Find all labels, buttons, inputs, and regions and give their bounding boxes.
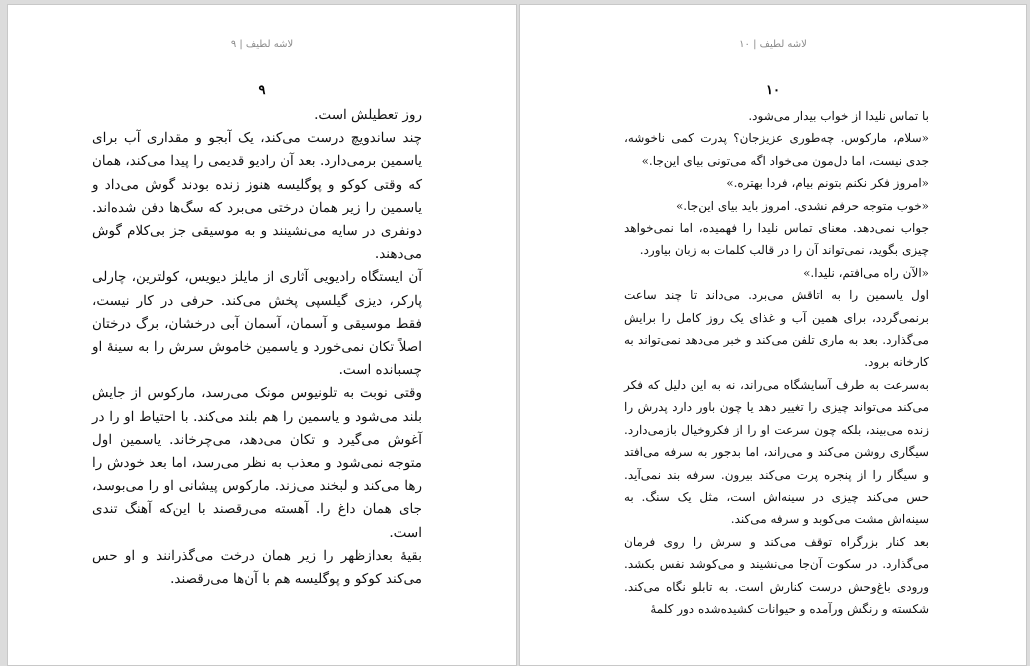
paragraph: جواب نمی‌دهد. معنای تماس نلیدا را فهمیده، اما نمی‌خواهد چیزی بگوید، نمی‌تواند آن را در قالب کلمات به زبان بیاورد. xyxy=(624,221,929,258)
paragraph: اول یاسمین را به اتاقش می‌برد. می‌داند تا چند ساعت برنمی‌گردد، برای همین آب و غذای یک روز کامل را برایش می‌گذارد. بعد به ماری تلفن می‌کند و خبر می‌دهد نمی‌تواند به کارخانه برود. xyxy=(624,288,929,370)
paragraph: «امروز فکر نکنم بتونم بیام، فردا بهتره.» xyxy=(726,176,929,191)
paragraph: روز تعطیلش است. xyxy=(314,107,422,123)
page-body-text xyxy=(92,104,422,591)
page-body-text xyxy=(624,105,929,620)
paragraph: چند ساندویچ درست می‌کند، یک آبجو و مقداری آب برای یاسمین برمی‌دارد. بعد آن رادیو قدیمی را پیدا می‌کند، همان که وقتی کوکو و پوگلیسه هنوز زنده بودند گوش می‌داد و یاسمین را زیر همان درختی می‌برد که سگ‌ها دفن شده‌اند. دونفری در سایه می‌نشینند و به موسیقی جز بی‌کلام گوش می‌دهند. xyxy=(92,130,422,263)
running-header: لاشه لطیف | ۹ xyxy=(230,39,294,50)
paragraph: «الآن راه می‌افتم، نلیدا.» xyxy=(803,265,929,280)
running-header: لاشه لطیف | ۱۰ xyxy=(739,39,807,50)
chapter-number: ۹ xyxy=(258,83,266,98)
chapter-number: ۱۰ xyxy=(766,83,780,98)
paragraph: «خوب متوجه حرفم نشدی. امروز باید بیای این‌جا.» xyxy=(675,198,929,213)
paragraph: بعد کنار بزرگراه توقف می‌کند و سرش را روی فرمان می‌گذارد. در سکوت آن‌جا می‌نشیند و می‌کوشد نفس بکشد. ورودی باغ‌وحش درست کنارش است. به تابلو نگاه می‌کند. شکسته و رنگش ورآمده و حیوانات کشیده‌شده دور کلمهٔ xyxy=(624,534,929,616)
book-page-left xyxy=(7,4,517,666)
book-page-right xyxy=(519,4,1027,666)
paragraph: «سلام، مارکوس. چه‌طوری عزیزجان؟ پدرت کمی ناخوشه، جدی نیست، اما دل‌مون می‌خواد اگه می‌تونی بیای این‌جا.» xyxy=(624,131,929,168)
paragraph: به‌سرعت به طرف آسایشگاه می‌راند، نه به این دلیل که فکر می‌کند می‌تواند چیزی را تغییر دهد یا چون باور دارد پدرش را زنده می‌بیند، بلکه چون سرعت او را از فکروخیال بازمی‌دارد. سیگاری روشن می‌کند و می‌راند، اما بدجور به سرفه می‌افتد و سیگار را از پنجره پرت می‌کند بیرون. سرفه بند نمی‌آید. حس می‌کند چیزی در سینه‌اش است، مثل یک سنگ. به سینه‌اش مشت می‌کوبد و سرفه می‌کند. xyxy=(624,377,929,527)
paragraph: وقتی نوبت به تلونیوس مونک می‌رسد، مارکوس از جایش بلند می‌شود و یاسمین را هم بلند می‌کند. با احتیاط او را در آغوش می‌گیرد و تکان می‌دهد، می‌چرخاند. یاسمین اول متوجه نمی‌شود و معذب به نظر می‌رسد، اما بعد خودش را رها می‌کند و لبخند می‌زند. مارکوس پیشانی او را می‌بوسد، جای همان داغ را. آهسته می‌رقصند با این‌که آهنگ تندی است. xyxy=(92,385,422,541)
paragraph: آن ایستگاه رادیویی آثاری از مایلز دیویس، کولترین، چارلی پارکر، دیزی گیلسپی پخش می‌کند. حرفی در کار نیست، فقط موسیقی و آسمان، آسمان آبی درخشان، برگ درختان اصلاً تکان نمی‌خورد و یاسمین خاموش سرش را به سینهٔ او چسبانده است. xyxy=(92,269,422,379)
paragraph: با تماس نلیدا از خواب بیدار می‌شود. xyxy=(748,109,929,123)
paragraph: بقیهٔ بعدازظهر را زیر همان درخت می‌گذرانند و او حس می‌کند کوکو و پوگلیسه هم با آن‌ها می‌رقصند. xyxy=(92,547,422,588)
